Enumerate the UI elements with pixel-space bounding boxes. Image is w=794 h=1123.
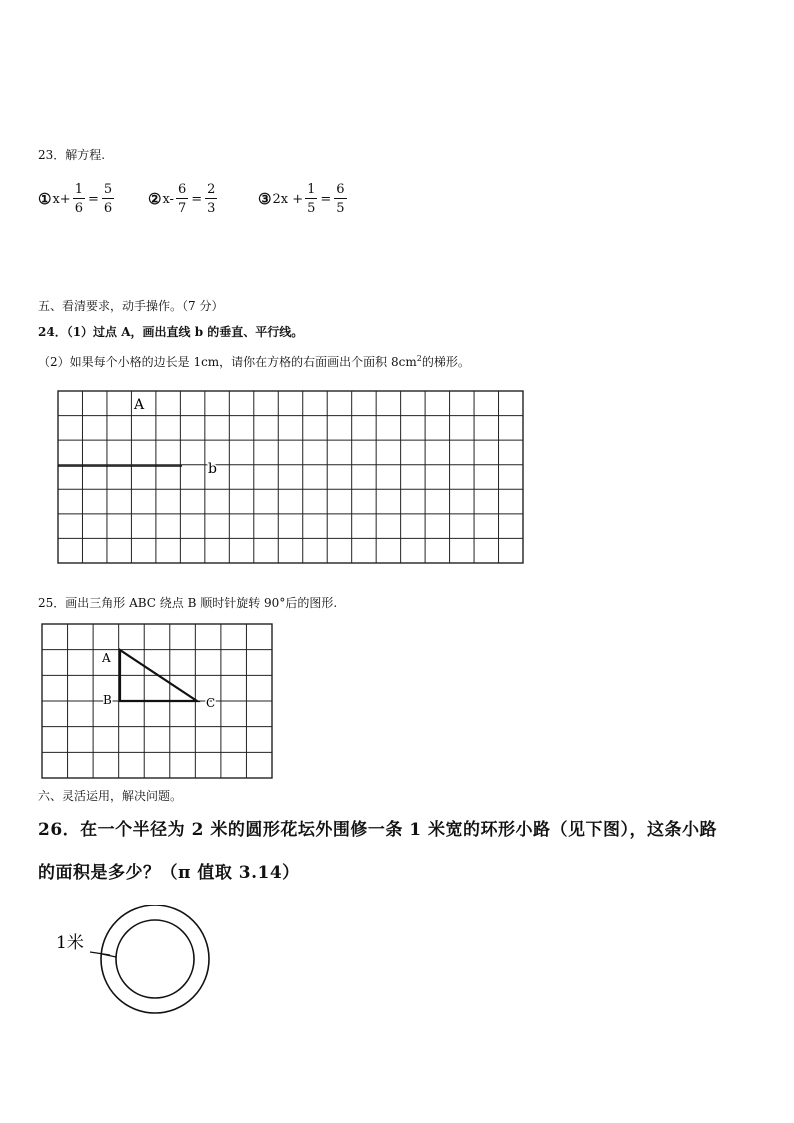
eq1-marker: ① xyxy=(38,190,52,208)
eq1-fraction-right: $\frac{5}{6}$ xyxy=(103,182,113,216)
eq3-fraction-right: $\frac{6}{5}$ xyxy=(336,182,345,216)
grid-25 xyxy=(40,622,276,782)
ring-figure xyxy=(50,905,220,1020)
section-5-heading: 五、看清要求，动手操作。（7 分） xyxy=(38,299,224,313)
q26-line2: 的面积是多少？（π 值取 3.14） xyxy=(38,863,300,883)
vertex-b-label: B xyxy=(103,693,112,707)
outer-circle xyxy=(101,905,209,1013)
q24-part2: （2）如果每个小格的边长是 1cm，请你在方格的右面画出个面积 $8cm^2$的梯形。 xyxy=(38,354,470,369)
eq3-lhs: 2x + xyxy=(272,191,304,207)
inner-circle xyxy=(116,920,194,998)
section-6-heading: 六、灵活运用，解决问题。 xyxy=(38,789,183,803)
q26-line1: 26．在一个半径为 2 米的圆形花坛外围修一条 1 米宽的环形小路（见下图），这条小路 xyxy=(38,820,717,840)
eq2-equals: = xyxy=(191,191,203,207)
q25-title: 25．画出三角形 ABC 绕点 B 顺时针旋转 90°后的图形. xyxy=(38,596,338,610)
eq2-lhs: x- xyxy=(162,191,174,207)
grid-24-lines xyxy=(58,391,523,563)
eq1-equals: = xyxy=(87,191,99,207)
equation-2 xyxy=(148,183,219,215)
eq1-fraction-left: $\frac{1}{6}$ xyxy=(74,182,83,216)
grid-24 xyxy=(56,389,528,567)
equation-3 xyxy=(258,183,349,215)
eq3-fraction-left: $\frac{1}{5}$ xyxy=(307,182,316,216)
equation-1 xyxy=(38,183,116,215)
eq2-marker: ② xyxy=(148,190,162,208)
q24-part1: 24．（1）过点 A，画出直线 b 的垂直、平行线。 xyxy=(38,325,304,339)
eq3-marker: ③ xyxy=(258,190,272,208)
point-a-label: A xyxy=(134,397,145,413)
vertex-a-label: A xyxy=(102,651,111,665)
vertex-c-label: C xyxy=(206,696,216,710)
line-b-label: b xyxy=(208,461,217,477)
q23-title: 23．解方程. xyxy=(38,148,106,162)
ring-width-label: 1米 xyxy=(56,933,84,953)
eq1-lhs: x+ xyxy=(52,191,71,207)
eq2-fraction-left: $\frac{6}{7}$ xyxy=(177,182,187,216)
eq3-equals: = xyxy=(320,191,332,207)
eq2-fraction-right: $\frac{2}{3}$ xyxy=(207,182,216,216)
